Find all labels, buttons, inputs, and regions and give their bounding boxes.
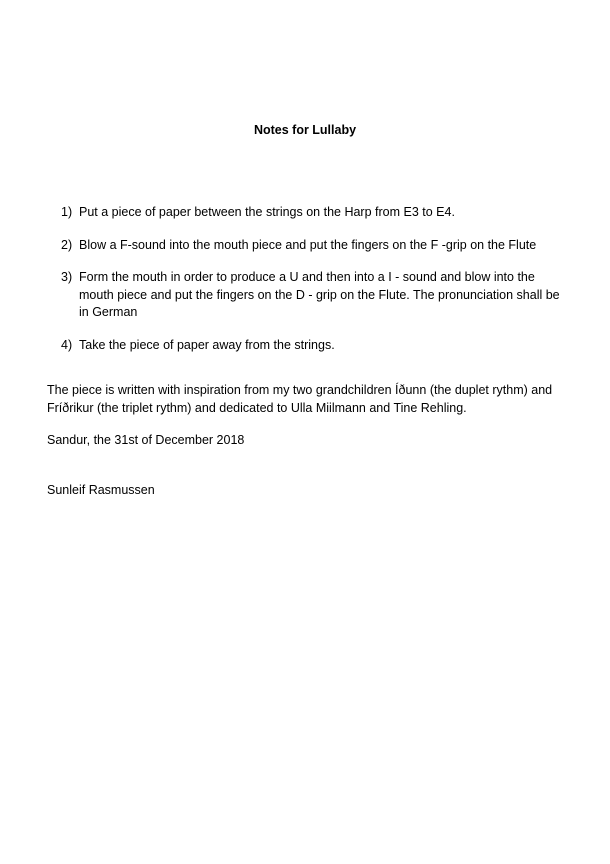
note-number: 1) — [61, 205, 73, 219]
note-item — [61, 204, 561, 222]
note-text: Take the piece of paper away from the strings. — [79, 337, 335, 352]
note-item — [61, 237, 561, 255]
note-number: 4) — [61, 337, 73, 352]
note-number: 2) — [61, 237, 73, 252]
note-number: 3) — [61, 270, 73, 284]
note-text: Blow a F-sound into the mouth piece and put the fingers on the F -grip on the Flute — [79, 237, 537, 252]
signature: Sunleif Rasmussen — [47, 483, 155, 497]
page-title: Notes for Lullaby — [253, 123, 357, 137]
note-text: Put a piece of paper between the strings on the Harp from E3 to E4. — [79, 205, 455, 219]
note-item — [61, 269, 561, 322]
inspiration-paragraph: The piece is written with inspiration from my two grandchildren Íðunn (the duplet rythm) and Fríðrikur (the triplet rythm) and dedicated to Ulla Miilmann and Tine Rehling. — [47, 383, 553, 415]
note-item — [61, 337, 561, 355]
note-text: Form the mouth in order to produce a U and then into a I - sound and blow into the mouth piece and put the fingers on the D - grip on the Flute. The pronunciation shall be in German — [79, 270, 560, 319]
place-date: Sandur, the 31st of December 2018 — [47, 433, 245, 447]
notes-list — [61, 204, 561, 369]
